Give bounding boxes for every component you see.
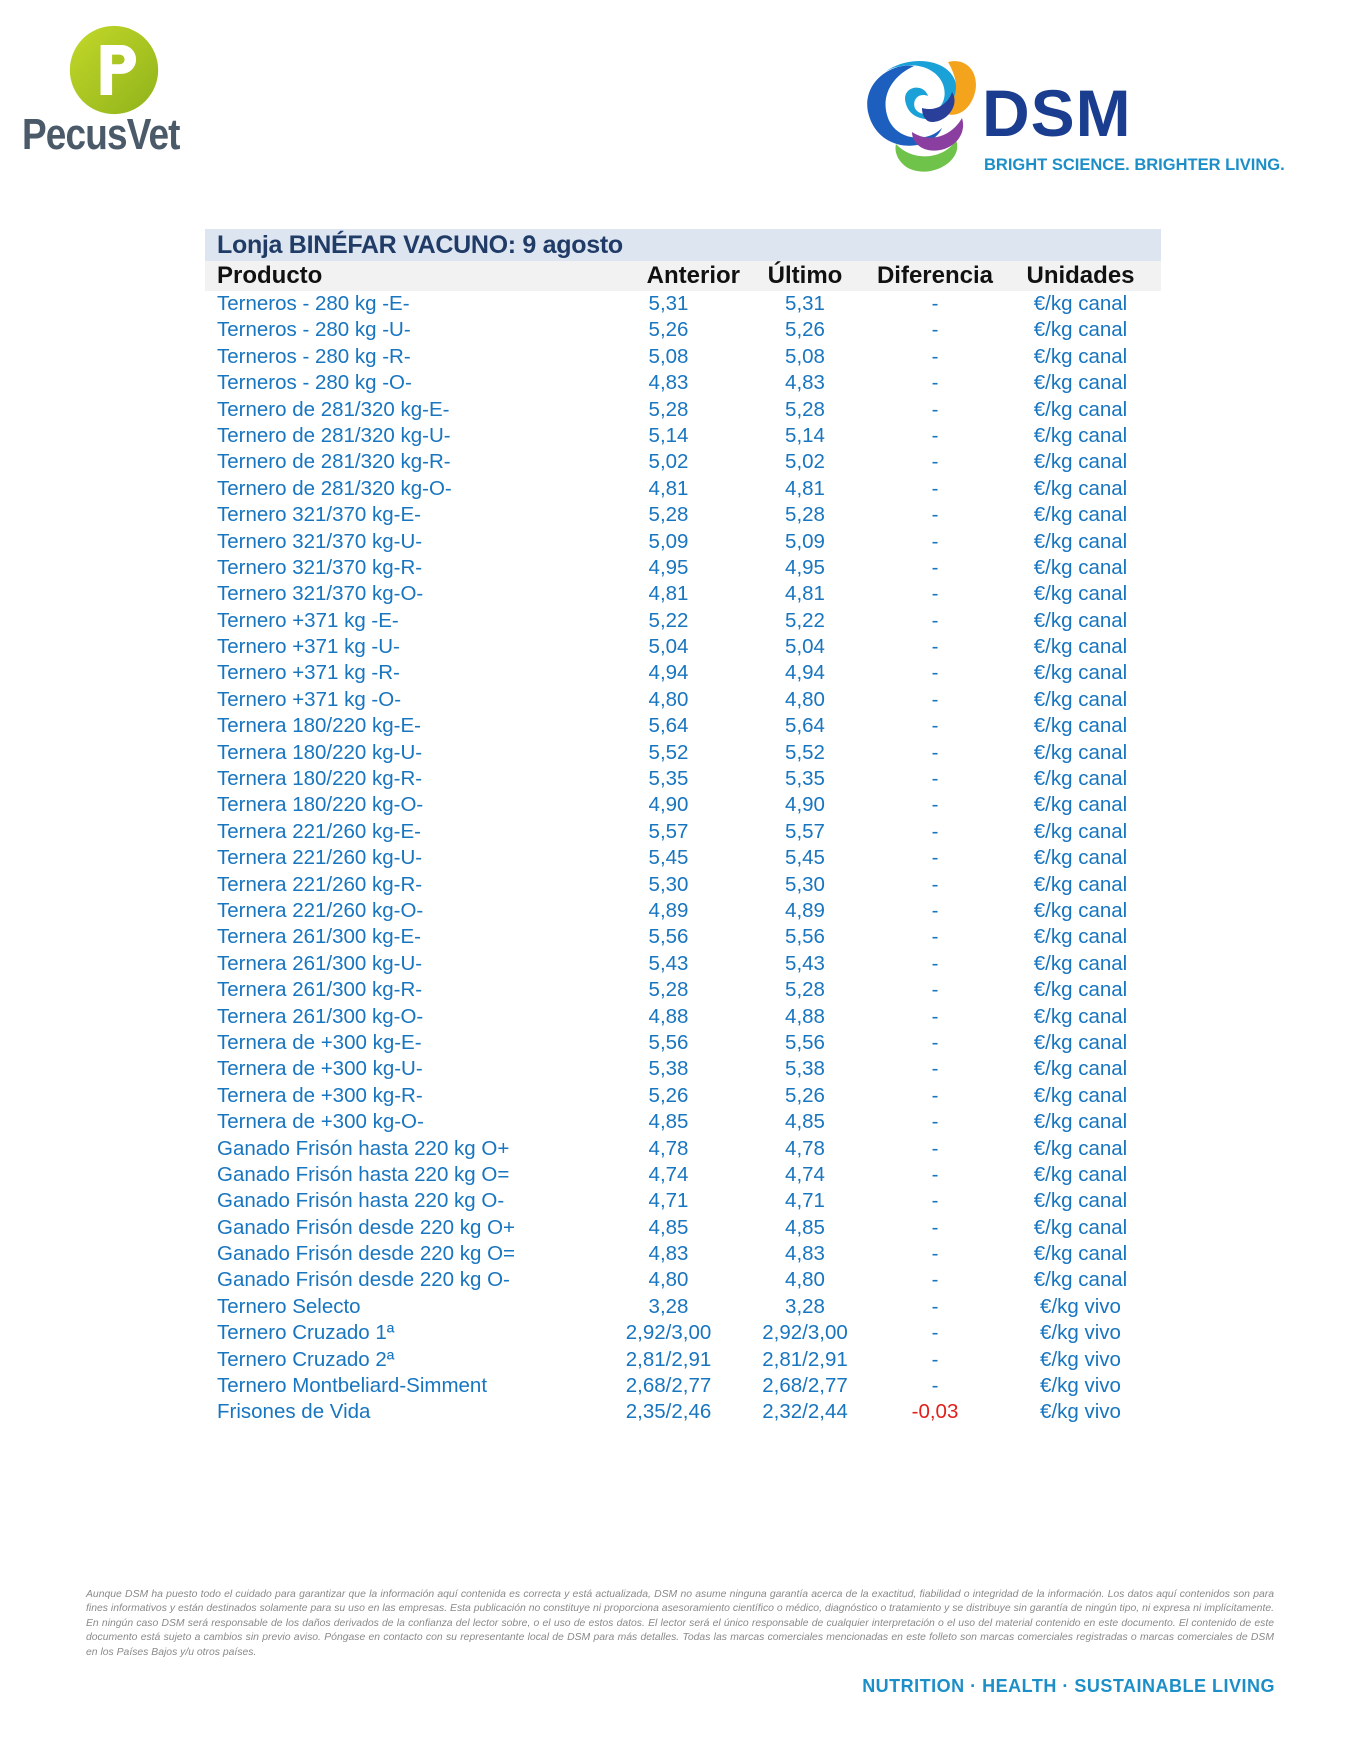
table-row: [205, 1373, 1161, 1399]
cell-anterior: 5,08: [648, 344, 689, 368]
table-row: [205, 660, 1161, 686]
cell-diferencia: -: [931, 846, 939, 870]
cell-anterior: 2,68/2,77: [625, 1374, 712, 1398]
cell-anterior: 4,71: [648, 1189, 689, 1213]
cell-producto: Ganado Frisón hasta 220 kg O+: [217, 1136, 510, 1160]
cell-anterior: 5,38: [648, 1057, 689, 1081]
cell-ultimo: 4,71: [785, 1189, 825, 1213]
table-row: [205, 1399, 1161, 1425]
table-row: [205, 819, 1161, 845]
header-unidades: Unidades: [1026, 262, 1135, 289]
cell-anterior: 4,83: [648, 371, 689, 395]
cell-unidades: €/kg canal: [1033, 582, 1128, 606]
cell-ultimo: 4,83: [785, 371, 825, 395]
cell-diferencia: -: [931, 687, 939, 711]
table-row: [205, 1347, 1161, 1373]
cell-ultimo: 4,80: [785, 687, 825, 711]
cell-ultimo: 5,22: [785, 608, 825, 632]
table-row: [205, 1294, 1161, 1320]
cell-anterior: 4,81: [648, 582, 689, 606]
cell-diferencia: -: [931, 1347, 939, 1371]
cell-diferencia: -: [931, 819, 939, 843]
cell-diferencia: -: [931, 1030, 939, 1054]
cell-ultimo: 5,26: [785, 1083, 825, 1107]
cell-diferencia: -: [931, 1136, 939, 1160]
table-row: [205, 924, 1161, 950]
cell-unidades: €/kg canal: [1033, 846, 1128, 870]
cell-ultimo: 2,32/2,44: [762, 1400, 848, 1424]
table-body: [205, 291, 1161, 1426]
table-row: [205, 1162, 1161, 1188]
cell-anterior: 4,78: [648, 1136, 689, 1160]
cell-anterior: 5,64: [648, 714, 689, 738]
cell-diferencia: -: [931, 1162, 939, 1186]
cell-anterior: 5,14: [648, 423, 689, 447]
cell-unidades: €/kg canal: [1033, 767, 1128, 791]
table-row: [205, 687, 1161, 713]
cell-ultimo: 5,35: [785, 767, 825, 791]
cell-ultimo: 4,95: [785, 555, 825, 579]
cell-unidades: €/kg canal: [1033, 344, 1128, 368]
cell-diferencia: -0,03: [911, 1400, 959, 1424]
table-row: [205, 370, 1161, 396]
table-row: [205, 1030, 1161, 1056]
cell-diferencia: -: [931, 1242, 939, 1266]
table-row: [205, 634, 1161, 660]
cell-anterior: 5,45: [648, 846, 689, 870]
cell-diferencia: -: [931, 1294, 939, 1318]
cell-unidades: €/kg canal: [1033, 1083, 1128, 1107]
cell-producto: Ternero +371 kg -R-: [217, 661, 400, 685]
cell-producto: Ganado Frisón desde 220 kg O=: [217, 1242, 516, 1266]
table-row: [205, 977, 1161, 1003]
cell-unidades: €/kg vivo: [1040, 1374, 1121, 1398]
cell-anterior: 4,89: [648, 898, 689, 922]
table-row: [205, 423, 1161, 449]
table-row: [205, 845, 1161, 871]
cell-anterior: 2,92/3,00: [625, 1321, 712, 1345]
cell-ultimo: 5,45: [785, 846, 825, 870]
cell-ultimo: 4,80: [785, 1268, 825, 1292]
cell-diferencia: -: [931, 529, 939, 553]
cell-unidades: €/kg canal: [1033, 1268, 1128, 1292]
cell-unidades: €/kg canal: [1033, 898, 1128, 922]
cell-unidades: €/kg canal: [1033, 503, 1128, 527]
cell-producto: Ternera 221/260 kg-U-: [217, 846, 423, 870]
cell-diferencia: -: [931, 1321, 939, 1345]
footer-slogan: NUTRITION · HEALTH · SUSTAINABLE LIVING: [862, 1676, 1275, 1696]
cell-anterior: 5,02: [648, 450, 689, 474]
cell-producto: Ternera 261/300 kg-O-: [217, 1004, 424, 1028]
cell-anterior: 5,31: [648, 292, 689, 315]
cell-diferencia: -: [931, 1083, 939, 1107]
cell-producto: Ternera 221/260 kg-E-: [217, 819, 421, 843]
cell-unidades: €/kg canal: [1033, 635, 1128, 659]
cell-anterior: 5,30: [648, 872, 689, 896]
table-row: [205, 581, 1161, 607]
cell-anterior: 5,57: [648, 819, 689, 843]
cell-ultimo: 5,02: [785, 450, 825, 474]
table-row: [205, 766, 1161, 792]
cell-producto: Frisones de Vida: [217, 1400, 371, 1424]
cell-diferencia: -: [931, 661, 939, 685]
cell-unidades: €/kg canal: [1033, 819, 1128, 843]
header-anterior: Anterior: [646, 262, 740, 289]
cell-unidades: €/kg vivo: [1040, 1400, 1121, 1424]
pecusvet-logo: [22, 22, 202, 162]
cell-producto: Ternero Selecto: [217, 1294, 361, 1318]
cell-unidades: €/kg canal: [1033, 397, 1128, 421]
pecusvet-wordmark: PecusVet: [22, 110, 180, 159]
cell-ultimo: 5,56: [785, 1030, 825, 1054]
cell-anterior: 5,28: [648, 978, 689, 1002]
cell-producto: Ganado Frisón hasta 220 kg O=: [217, 1162, 510, 1186]
cell-ultimo: 4,88: [785, 1004, 825, 1028]
cell-producto: Ternera de +300 kg-R-: [217, 1083, 423, 1107]
cell-producto: Ternera 261/300 kg-E-: [217, 925, 421, 949]
table-header: [205, 261, 1161, 291]
cell-anterior: 5,26: [648, 1083, 689, 1107]
cell-anterior: 5,26: [648, 318, 689, 342]
cell-ultimo: 2,68/2,77: [762, 1374, 848, 1398]
table-row: [205, 476, 1161, 502]
table-row: [205, 555, 1161, 581]
cell-ultimo: 2,92/3,00: [762, 1321, 848, 1345]
cell-anterior: 5,22: [648, 608, 689, 632]
table-row: [205, 1188, 1161, 1214]
cell-anterior: 5,56: [648, 925, 689, 949]
cell-producto: Ternera 180/220 kg-R-: [217, 767, 423, 791]
cell-anterior: 4,88: [648, 1004, 689, 1028]
cell-producto: Ternero de 281/320 kg-E-: [217, 397, 450, 421]
cell-diferencia: -: [931, 925, 939, 949]
cell-diferencia: -: [931, 1189, 939, 1213]
cell-producto: Terneros - 280 kg -O-: [217, 371, 412, 395]
cell-producto: Ternero Montbeliard-Simment: [217, 1374, 488, 1398]
cell-producto: Ternero 321/370 kg-U-: [217, 529, 423, 553]
cell-producto: Ternera 261/300 kg-R-: [217, 978, 423, 1002]
table-row: [205, 1136, 1161, 1162]
cell-unidades: €/kg canal: [1033, 1030, 1128, 1054]
cell-ultimo: 5,28: [785, 978, 825, 1002]
table-row: [205, 1267, 1161, 1293]
cell-producto: Ternera 261/300 kg-U-: [217, 951, 423, 975]
cell-producto: Ternero +371 kg -U-: [217, 635, 400, 659]
cell-producto: Ternero de 281/320 kg-U-: [217, 423, 451, 447]
cell-ultimo: 5,57: [785, 819, 825, 843]
table-row: [205, 397, 1161, 423]
cell-anterior: 5,56: [648, 1030, 689, 1054]
cell-unidades: €/kg vivo: [1040, 1294, 1121, 1318]
cell-unidades: €/kg canal: [1033, 292, 1128, 315]
cell-unidades: €/kg canal: [1033, 793, 1128, 817]
cell-producto: Ternera 180/220 kg-O-: [217, 793, 424, 817]
cell-producto: Ternera 180/220 kg-U-: [217, 740, 423, 764]
cell-diferencia: -: [931, 1374, 939, 1398]
cell-diferencia: -: [931, 1215, 939, 1239]
cell-unidades: €/kg vivo: [1040, 1321, 1121, 1345]
cell-unidades: €/kg canal: [1033, 318, 1128, 342]
cell-unidades: €/kg canal: [1033, 1162, 1128, 1186]
cell-diferencia: -: [931, 1004, 939, 1028]
cell-producto: Ternera 221/260 kg-R-: [217, 872, 423, 896]
cell-producto: Ternero 321/370 kg-E-: [217, 503, 421, 527]
cell-ultimo: 5,28: [785, 397, 825, 421]
cell-unidades: €/kg canal: [1033, 1215, 1128, 1239]
cell-anterior: 5,43: [648, 951, 689, 975]
cell-producto: Terneros - 280 kg -U-: [217, 318, 411, 342]
cell-ultimo: 4,81: [785, 476, 825, 500]
dsm-logo: [852, 52, 1285, 192]
cell-ultimo: 4,74: [785, 1162, 825, 1186]
cell-diferencia: -: [931, 1268, 939, 1292]
cell-diferencia: -: [931, 371, 939, 395]
cell-anterior: 5,35: [648, 767, 689, 791]
cell-ultimo: 5,64: [785, 714, 825, 738]
cell-anterior: 4,83: [648, 1242, 689, 1266]
cell-unidades: €/kg canal: [1033, 371, 1128, 395]
cell-unidades: €/kg canal: [1033, 1004, 1128, 1028]
table-row: [205, 317, 1161, 343]
cell-diferencia: -: [931, 635, 939, 659]
cell-diferencia: -: [931, 714, 939, 738]
cell-unidades: €/kg canal: [1033, 423, 1128, 447]
cell-unidades: €/kg canal: [1033, 555, 1128, 579]
cell-diferencia: -: [931, 767, 939, 791]
cell-diferencia: -: [931, 793, 939, 817]
cell-producto: Terneros - 280 kg -E-: [217, 292, 410, 315]
cell-ultimo: 4,89: [785, 898, 825, 922]
table-row: [205, 502, 1161, 528]
cell-producto: Ganado Frisón desde 220 kg O+: [217, 1215, 516, 1239]
cell-anterior: 4,94: [648, 661, 689, 685]
cell-unidades: €/kg canal: [1033, 476, 1128, 500]
cell-producto: Ternero Cruzado 2ª: [217, 1347, 395, 1371]
table-row: [205, 1215, 1161, 1241]
cell-ultimo: 4,94: [785, 661, 825, 685]
cell-ultimo: 5,28: [785, 503, 825, 527]
table-row: [205, 1109, 1161, 1135]
dsm-swirl-icon: [852, 52, 982, 182]
cell-producto: Ternero 321/370 kg-R-: [217, 555, 423, 579]
table-row: [205, 898, 1161, 924]
table-row: [205, 608, 1161, 634]
cell-ultimo: 5,56: [785, 925, 825, 949]
table-row: [205, 1083, 1161, 1109]
table-row: [205, 951, 1161, 977]
cell-producto: Ternera 180/220 kg-E-: [217, 714, 421, 738]
cell-diferencia: -: [931, 397, 939, 421]
cell-unidades: €/kg canal: [1033, 1110, 1128, 1134]
table-row: [205, 1320, 1161, 1346]
dsm-tagline: BRIGHT SCIENCE. BRIGHTER LIVING.: [984, 156, 1285, 174]
dsm-wordmark: DSM: [982, 76, 1132, 150]
cell-unidades: €/kg canal: [1033, 740, 1128, 764]
cell-producto: Ternera de +300 kg-O-: [217, 1110, 424, 1134]
cell-unidades: €/kg canal: [1033, 951, 1128, 975]
cell-anterior: 4,90: [648, 793, 689, 817]
cell-producto: Ternera 221/260 kg-O-: [217, 898, 424, 922]
header-producto: Producto: [217, 262, 323, 289]
cell-anterior: 4,80: [648, 1268, 689, 1292]
cell-anterior: 5,52: [648, 740, 689, 764]
legal-disclaimer: Aunque DSM ha puesto todo el cuidado para garantizar que la información aquí contenida es correcta y está actualizada, DSM no asume ninguna garantía acerca de la exactitud, fiabilidad o integridad de la información. Los datos aquí contenidos son para fines informativos y están destinados solamente para su uso en las empresas. Esta publicación no constituye ni proporciona asesoramiento científico o médico, diagnóstico o tratamiento y se distribuye sin garantía de ningún tipo, ni expresa ni implícitamente. En ningún caso DSM será responsable de los daños derivados de la confianza del lector sobre, o el uso de estos datos. El lector será el único responsable de cualquier interpretación o el uso del material contenido en este documento. El contenido de este documento está sujeto a cambios sin previo aviso. Póngase en contacto con su representante local de DSM para más detalles. Todas las marcas comerciales mencionadas en este folleto son marcas comerciales registradas o marcas comerciales de DSM en los Países Bajos y/u otros países.: [86, 1589, 1274, 1658]
cell-unidades: €/kg canal: [1033, 925, 1128, 949]
cell-producto: Ternero +371 kg -E-: [217, 608, 399, 632]
cell-diferencia: -: [931, 344, 939, 368]
cell-unidades: €/kg canal: [1033, 661, 1128, 685]
cell-unidades: €/kg canal: [1033, 1136, 1128, 1160]
cell-producto: Ternero 321/370 kg-O-: [217, 582, 424, 606]
cell-unidades: €/kg canal: [1033, 1242, 1128, 1266]
table-row: [205, 1056, 1161, 1082]
price-table: [205, 229, 1161, 1426]
cell-anterior: 4,80: [648, 687, 689, 711]
cell-unidades: €/kg canal: [1033, 450, 1128, 474]
table-row: [205, 872, 1161, 898]
cell-unidades: €/kg vivo: [1040, 1347, 1121, 1371]
cell-producto: Ternero de 281/320 kg-O-: [217, 476, 452, 500]
cell-ultimo: 5,08: [785, 344, 825, 368]
cell-anterior: 4,74: [648, 1162, 689, 1186]
cell-diferencia: -: [931, 951, 939, 975]
cell-diferencia: -: [931, 978, 939, 1002]
cell-unidades: €/kg canal: [1033, 872, 1128, 896]
cell-ultimo: 5,04: [785, 635, 825, 659]
cell-diferencia: -: [931, 318, 939, 342]
cell-diferencia: -: [931, 582, 939, 606]
table-row: [205, 740, 1161, 766]
cell-unidades: €/kg canal: [1033, 714, 1128, 738]
cell-diferencia: -: [931, 503, 939, 527]
cell-producto: Ternero +371 kg -O-: [217, 687, 402, 711]
cell-unidades: €/kg canal: [1033, 529, 1128, 553]
cell-anterior: 2,81/2,91: [625, 1347, 712, 1371]
pecusvet-p-icon: [66, 22, 162, 118]
cell-producto: Ternero Cruzado 1ª: [217, 1321, 395, 1345]
cell-anterior: 4,81: [648, 476, 689, 500]
cell-unidades: €/kg canal: [1033, 978, 1128, 1002]
cell-anterior: 3,28: [648, 1294, 689, 1318]
cell-unidades: €/kg canal: [1033, 608, 1128, 632]
cell-ultimo: 4,78: [785, 1136, 825, 1160]
cell-unidades: €/kg canal: [1033, 687, 1128, 711]
cell-ultimo: 4,90: [785, 793, 825, 817]
cell-anterior: 4,85: [648, 1215, 689, 1239]
cell-ultimo: 5,30: [785, 872, 825, 896]
cell-ultimo: 4,81: [785, 582, 825, 606]
cell-anterior: 2,35/2,46: [625, 1400, 712, 1424]
cell-ultimo: 4,85: [785, 1110, 825, 1134]
cell-anterior: 5,28: [648, 503, 689, 527]
cell-diferencia: -: [931, 450, 939, 474]
cell-diferencia: -: [931, 608, 939, 632]
cell-producto: Ganado Frisón desde 220 kg O-: [217, 1268, 510, 1292]
cell-anterior: 5,28: [648, 397, 689, 421]
cell-ultimo: 5,43: [785, 951, 825, 975]
table-row: [205, 344, 1161, 370]
table-row: [205, 713, 1161, 739]
cell-anterior: 4,95: [648, 555, 689, 579]
table-row: [205, 1241, 1161, 1267]
cell-diferencia: -: [931, 1110, 939, 1134]
cell-diferencia: -: [931, 292, 939, 315]
cell-ultimo: 2,81/2,91: [762, 1347, 848, 1371]
cell-anterior: 5,09: [648, 529, 689, 553]
cell-producto: Ternera de +300 kg-E-: [217, 1030, 422, 1054]
cell-producto: Ternero de 281/320 kg-R-: [217, 450, 451, 474]
header-diferencia: Diferencia: [876, 262, 994, 289]
table-row: [205, 792, 1161, 818]
cell-ultimo: 5,38: [785, 1057, 825, 1081]
cell-diferencia: -: [931, 423, 939, 447]
cell-ultimo: 5,52: [785, 740, 825, 764]
header-ultimo: Último: [767, 262, 843, 289]
table-row: [205, 1004, 1161, 1030]
cell-ultimo: 5,26: [785, 318, 825, 342]
cell-diferencia: -: [931, 1057, 939, 1081]
cell-unidades: €/kg canal: [1033, 1189, 1128, 1213]
cell-diferencia: -: [931, 898, 939, 922]
cell-anterior: 4,85: [648, 1110, 689, 1134]
cell-diferencia: -: [931, 476, 939, 500]
table-row: [205, 291, 1161, 317]
cell-ultimo: 5,14: [785, 423, 825, 447]
cell-ultimo: 4,85: [785, 1215, 825, 1239]
table-row: [205, 529, 1161, 555]
cell-ultimo: 4,83: [785, 1242, 825, 1266]
cell-diferencia: -: [931, 872, 939, 896]
cell-producto: Ganado Frisón hasta 220 kg O-: [217, 1189, 505, 1213]
cell-diferencia: -: [931, 740, 939, 764]
cell-producto: Terneros - 280 kg -R-: [217, 344, 411, 368]
cell-ultimo: 5,31: [785, 292, 825, 315]
table-title: Lonja BINÉFAR VACUNO: 9 agosto: [205, 229, 1161, 261]
cell-anterior: 5,04: [648, 635, 689, 659]
table-row: [205, 449, 1161, 475]
cell-ultimo: 5,09: [785, 529, 825, 553]
cell-diferencia: -: [931, 555, 939, 579]
cell-unidades: €/kg canal: [1033, 1057, 1128, 1081]
cell-ultimo: 3,28: [785, 1294, 825, 1318]
cell-producto: Ternera de +300 kg-U-: [217, 1057, 423, 1081]
